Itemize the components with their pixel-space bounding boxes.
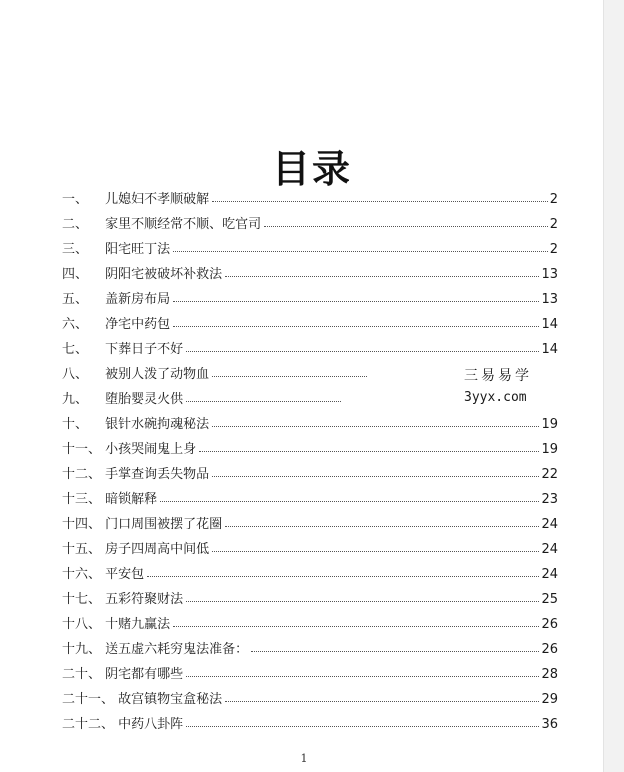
toc-entry-label xyxy=(62,313,170,334)
toc-entry-text: 送五虚六耗穷鬼法准备： xyxy=(105,642,249,657)
toc-entry-page: 2 xyxy=(549,242,558,257)
dot-leader xyxy=(212,201,548,202)
toc-entry-text: 十赌九赢法 xyxy=(105,617,171,632)
toc-entry-page: 19 xyxy=(541,417,558,432)
dot-leader xyxy=(186,401,341,402)
toc-entry-text: 故宫镇物宝盒秘法 xyxy=(118,692,223,707)
toc-entry[interactable] xyxy=(62,534,558,559)
toc-entry-label xyxy=(62,288,170,309)
toc-entry-number: 十二、 xyxy=(62,467,102,482)
dot-leader xyxy=(199,451,539,452)
toc-entry-text: 银针水碗拘魂秘法 xyxy=(105,417,210,432)
dot-leader xyxy=(264,226,548,227)
toc-entry-number: 十四、 xyxy=(62,517,102,532)
toc-entry[interactable] xyxy=(62,709,558,734)
dot-leader xyxy=(186,351,539,352)
toc-entry-number: 九、 xyxy=(62,392,89,407)
toc-entry-label xyxy=(62,488,157,509)
toc-title: 目录 xyxy=(271,146,352,191)
toc-entry[interactable] xyxy=(62,409,558,434)
table-of-contents xyxy=(62,184,558,734)
dot-leader xyxy=(212,551,539,552)
toc-entry-number: 二、 xyxy=(62,217,89,232)
toc-entry[interactable] xyxy=(62,659,558,684)
toc-entry-number: 四、 xyxy=(62,267,89,282)
toc-entry-text: 净宅中药包 xyxy=(105,317,171,332)
toc-entry[interactable] xyxy=(62,559,558,584)
toc-entry-text: 阴宅都有哪些 xyxy=(105,667,184,682)
toc-entry-number: 十八、 xyxy=(62,617,102,632)
toc-entry-text: 被别人泼了动物血 xyxy=(105,367,210,382)
toc-entry-page: 28 xyxy=(541,667,558,682)
toc-entry-number: 一、 xyxy=(62,192,89,207)
toc-entry-number: 五、 xyxy=(62,292,89,307)
toc-entry[interactable] xyxy=(62,609,558,634)
toc-entry-text: 阳宅旺丁法 xyxy=(105,242,171,257)
toc-entry[interactable] xyxy=(62,484,558,509)
toc-entry[interactable] xyxy=(62,334,558,359)
dot-leader xyxy=(212,476,539,477)
toc-entry-number: 八、 xyxy=(62,367,89,382)
toc-entry-text: 堕胎婴灵火供 xyxy=(105,392,184,407)
dot-leader xyxy=(173,326,539,327)
toc-entry[interactable] xyxy=(62,634,558,659)
toc-entry-number: 十三、 xyxy=(62,492,102,507)
toc-entry-label xyxy=(62,363,209,384)
dot-leader xyxy=(186,676,539,677)
dot-leader xyxy=(173,626,539,627)
toc-entry-text: 儿媳妇不孝顺破解 xyxy=(105,192,210,207)
toc-entry[interactable] xyxy=(62,684,558,709)
toc-entry-page: 13 xyxy=(541,267,558,282)
dot-leader xyxy=(212,426,539,427)
toc-entry-number: 七、 xyxy=(62,342,89,357)
toc-entry-number: 二十二、 xyxy=(62,717,115,732)
toc-entry-label xyxy=(62,463,209,484)
toc-entry-number: 二十一、 xyxy=(62,692,115,707)
toc-entry-page: 13 xyxy=(541,292,558,307)
toc-entry-page: 26 xyxy=(541,617,558,632)
toc-entry-label xyxy=(62,638,248,659)
dot-leader xyxy=(173,301,539,302)
toc-entry-text: 房子四周高中间低 xyxy=(105,542,210,557)
toc-entry-label xyxy=(62,563,144,584)
toc-entry-label xyxy=(62,213,261,234)
toc-entry[interactable] xyxy=(62,509,558,534)
toc-entry-page: 14 xyxy=(541,342,558,357)
toc-entry-label xyxy=(62,413,209,434)
toc-entry-text: 中药八卦阵 xyxy=(118,717,184,732)
toc-entry[interactable] xyxy=(62,434,558,459)
toc-entry-number: 十五、 xyxy=(62,542,102,557)
toc-entry-number: 二十、 xyxy=(62,667,102,682)
page-margin xyxy=(603,0,624,772)
toc-entry-label xyxy=(62,588,183,609)
toc-entry-label xyxy=(62,388,183,409)
toc-entry-page: 26 xyxy=(541,642,558,657)
dot-leader xyxy=(147,576,539,577)
toc-entry-page: 19 xyxy=(541,442,558,457)
toc-entry-text: 阴阳宅被破坏补救法 xyxy=(105,267,223,282)
toc-entry-page: 2 xyxy=(549,217,558,232)
toc-entry[interactable] xyxy=(62,234,558,259)
toc-entry-label xyxy=(62,713,183,734)
dot-leader xyxy=(173,251,548,252)
toc-entry-page: 36 xyxy=(541,717,558,732)
toc-entry-page: 23 xyxy=(541,492,558,507)
toc-entry-number: 十六、 xyxy=(62,567,102,582)
toc-entry[interactable] xyxy=(62,584,558,609)
toc-entry-label xyxy=(62,263,222,284)
toc-entry-label xyxy=(62,663,183,684)
page-number: 1 xyxy=(300,752,308,765)
toc-entry-number: 十一、 xyxy=(62,442,102,457)
toc-entry-number: 十九、 xyxy=(62,642,102,657)
toc-entry[interactable] xyxy=(62,209,558,234)
toc-entry[interactable] xyxy=(62,459,558,484)
dot-leader xyxy=(225,276,539,277)
watermark-url: 3yyx.com xyxy=(464,390,527,405)
toc-entry-text: 门口周围被摆了花圈 xyxy=(105,517,223,532)
toc-entry-text: 盖新房布局 xyxy=(105,292,171,307)
toc-entry-page: 14 xyxy=(541,317,558,332)
toc-entry-label xyxy=(62,688,222,709)
toc-entry-label xyxy=(62,238,170,259)
toc-entry[interactable] xyxy=(62,309,558,334)
dot-leader xyxy=(212,376,367,377)
toc-entry[interactable] xyxy=(62,259,558,284)
toc-entry-page: 29 xyxy=(541,692,558,707)
toc-entry-text: 平安包 xyxy=(105,567,145,582)
toc-entry[interactable] xyxy=(62,184,558,209)
toc-entry-text: 手掌查询丢失物品 xyxy=(105,467,210,482)
toc-entry-label xyxy=(62,438,196,459)
watermark xyxy=(464,366,532,408)
watermark-chinese: 三易易学 xyxy=(464,368,532,384)
dot-leader xyxy=(225,701,539,702)
dot-leader xyxy=(160,501,539,502)
toc-entry-page: 24 xyxy=(541,542,558,557)
toc-entry-label xyxy=(62,188,209,209)
toc-entry-page: 22 xyxy=(541,467,558,482)
dot-leader xyxy=(251,651,539,652)
toc-entry-page: 2 xyxy=(549,192,558,207)
toc-entry-number: 十七、 xyxy=(62,592,102,607)
toc-entry-text: 下葬日子不好 xyxy=(105,342,184,357)
dot-leader xyxy=(186,601,539,602)
toc-entry-text: 小孩哭闹鬼上身 xyxy=(105,442,197,457)
toc-entry-page: 24 xyxy=(541,567,558,582)
toc-entry-number: 六、 xyxy=(62,317,89,332)
toc-entry-label xyxy=(62,538,209,559)
toc-entry-page: 24 xyxy=(541,517,558,532)
toc-entry-page: 25 xyxy=(541,592,558,607)
toc-entry-text: 家里不顺经常不顺、吃官司 xyxy=(105,217,262,232)
toc-entry-number: 三、 xyxy=(62,242,89,257)
toc-entry-label xyxy=(62,513,222,534)
toc-entry-label xyxy=(62,338,183,359)
toc-entry-number: 十、 xyxy=(62,417,89,432)
toc-entry-text: 五彩符聚财法 xyxy=(105,592,184,607)
toc-entry[interactable] xyxy=(62,284,558,309)
toc-entry-label xyxy=(62,613,170,634)
toc-entry-text: 暗锁解释 xyxy=(105,492,158,507)
dot-leader xyxy=(186,726,539,727)
dot-leader xyxy=(225,526,539,527)
